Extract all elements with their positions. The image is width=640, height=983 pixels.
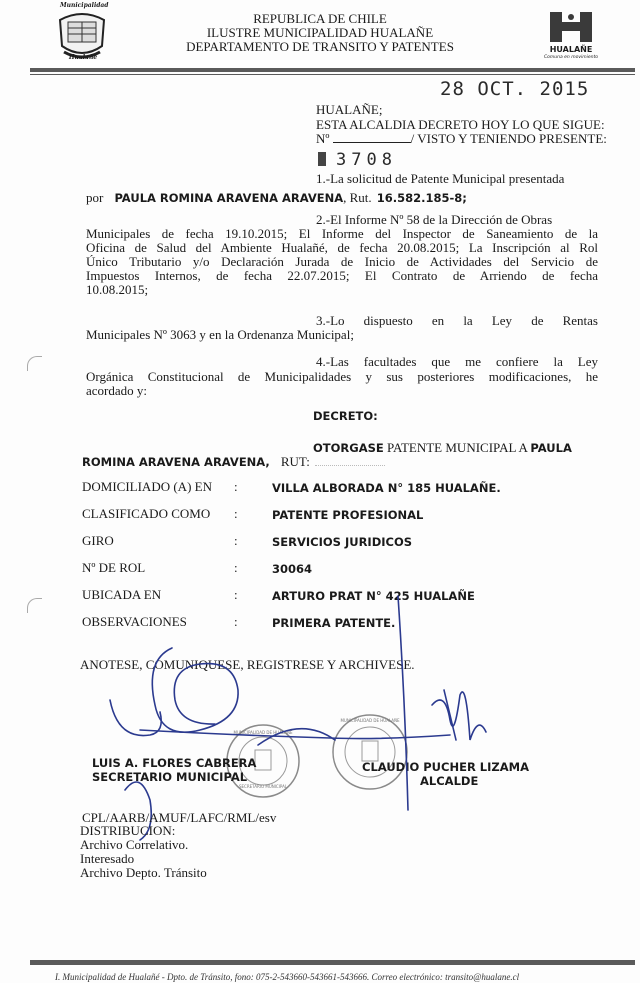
consideration-2-line: Único Tributario y/o Declaración Jurada de Inicio de Actividades del Servicio de: [86, 254, 598, 269]
header-municipality: ILUSTRE MUNICIPALIDAD HUALAÑE: [206, 25, 434, 40]
field-value-address: VILLA ALBORADA N° 185 HUALAÑE.: [272, 481, 501, 495]
intro-line: ESTA ALCALDIA DECRETO HOY LO QUE SIGUE:: [316, 117, 605, 132]
field-colon: :: [234, 587, 238, 602]
consideration-3-lead: 3.-Lo dispuesto en la Ley de Rentas: [316, 313, 598, 328]
grant-text: PATENTE MUNICIPAL A: [383, 440, 531, 455]
crest-bottom-text: Hualañe: [68, 54, 98, 61]
applicant-name: PAULA ROMINA ARAVENA ARAVENA: [114, 191, 344, 205]
header-country: REPUBLICA DE CHILE: [253, 11, 387, 26]
header-department: DEPARTAMENTO DE TRANSITO Y PATENTES: [186, 39, 454, 54]
field-value-giro: SERVICIOS JURIDICOS: [272, 535, 413, 549]
punch-hole-mark: [27, 598, 42, 613]
brand-tagline: Comuna en movimiento: [543, 55, 599, 60]
grantee-rut-label: RUT:: [280, 454, 310, 469]
field-value-classification: PATENTE PROFESIONAL: [272, 508, 424, 522]
consideration-2-line: 10.08.2015;: [86, 282, 149, 297]
punch-hole-mark: [27, 356, 42, 371]
decree-number-stamp: 3708: [336, 150, 397, 170]
grantee-first-name: PAULA: [530, 441, 572, 455]
consideration-4-lead: 4.-Las facultades que me confiere la Ley: [316, 354, 598, 369]
field-value-location: ARTURO PRAT N° 425 HUALAÑE: [272, 589, 475, 603]
field-label: GIRO: [82, 533, 114, 548]
number-suffix: / VISTO Y TENIENDO PRESENTE:: [410, 131, 607, 146]
consideration-2-lead: 2.-El Informe Nº 58 de la Dirección de Obras: [316, 212, 553, 227]
footer-divider: [30, 960, 635, 965]
field-value-observations: PRIMERA PATENTE.: [272, 616, 396, 630]
distribution-item: Archivo Correlativo.: [80, 837, 189, 852]
consideration-4-line: Orgánica Constitucional de Municipalidades y sus posteriores modificaciones, he: [86, 369, 598, 384]
consideration-2-line: Impuestos Internos, de fecha 22.07.2015; El Contrato de Arriendo de fecha: [86, 268, 598, 283]
mayor-title: ALCALDE: [420, 774, 479, 788]
consideration-3-line: Municipales Nº 3063 y en la Ordenanza Municipal;: [86, 327, 354, 342]
field-label: Nº DE ROL: [82, 560, 146, 575]
intro-place: HUALAÑE;: [316, 102, 383, 117]
closing-line: ANOTESE, COMUNIQUESE, REGISTRESE Y ARCHIVESE.: [80, 657, 415, 672]
mayor-seal-top: MUNICIPALIDAD DE HUALAÑE: [340, 718, 400, 723]
field-colon: :: [234, 506, 238, 521]
consideration-2-line: Municipales de fecha 19.10.2015; El Informe del Inspector de Saneamiento de la: [86, 226, 598, 241]
rut-label: , Rut.: [343, 190, 372, 205]
secretary-name: LUIS A. FLORES CABRERA: [92, 756, 257, 770]
distribution-title: DISTRIBUCION:: [80, 823, 176, 838]
consideration-4-line: acordado y:: [86, 383, 148, 398]
field-colon: :: [234, 560, 238, 575]
grantee-surnames: ROMINA ARAVENA ARAVENA,: [82, 455, 270, 469]
distribution-item: Archivo Depto. Tránsito: [80, 865, 207, 880]
brand-name: HUALAÑE: [549, 45, 593, 54]
secretary-title: SECRETARIO MUNICIPAL: [92, 770, 248, 784]
number-prefix: Nº: [316, 131, 330, 146]
crest-top-text: Municipalidad: [60, 2, 109, 9]
field-value-rol: 30064: [272, 562, 313, 576]
initials-line: CPL/AARB/AMUF/LAFC/RML/esv: [82, 810, 277, 825]
decreto-title: DECRETO:: [313, 409, 378, 423]
date-stamp: 28 OCT. 2015: [440, 78, 590, 100]
otorgase-word: OTORGASE: [313, 441, 384, 455]
field-label: OBSERVACIONES: [82, 614, 187, 629]
field-label: UBICADA EN: [82, 587, 162, 602]
footer-contact: I. Municipalidad de Hualañé - Dpto. de Tránsito, fono: 075-2-543660-543661-543666. Correo electrónico: transito@hualane.cl: [55, 972, 520, 982]
secretary-seal-bottom: SECRETARIO MUNICIPAL: [238, 784, 288, 789]
consideration-2-line: Oficina de Salud del Ambiente Hualañé, de fecha 20.08.2015; La Inscripción al Rol: [86, 240, 598, 255]
secretary-seal-top: MUNICIPALIDAD DE HUALAÑE: [233, 730, 293, 735]
distribution-item: Interesado: [80, 851, 135, 866]
mayor-name: CLAUDIO PUCHER LIZAMA: [362, 760, 529, 774]
por-text: por: [86, 190, 104, 205]
field-label: DOMICILIADO (A) EN: [82, 479, 212, 494]
field-colon: :: [234, 614, 238, 629]
field-label: CLASIFICADO COMO: [82, 506, 211, 521]
field-colon: :: [234, 479, 238, 494]
applicant-rut: 16.582.185-8;: [376, 191, 467, 205]
field-colon: :: [234, 533, 238, 548]
consideration-1-lead: 1.-La solicitud de Patente Municipal presentada: [316, 171, 565, 186]
